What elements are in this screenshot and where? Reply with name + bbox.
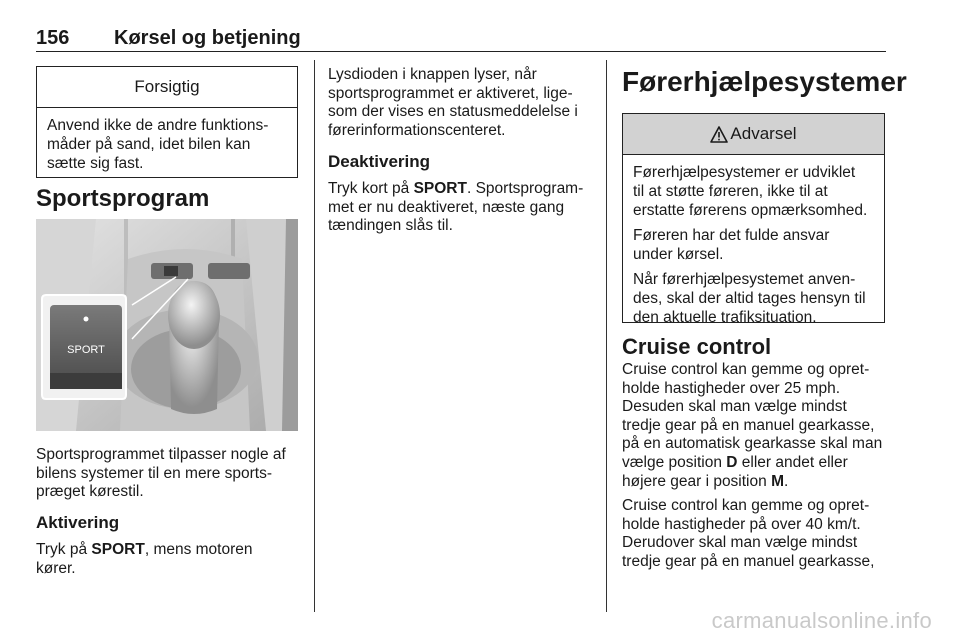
led-text: Lysdioden i knappen lyser, når sportsprogrammet er aktiveret, lige- som der vises en statusmeddelelse i førerinformationscenteret.: [328, 66, 578, 139]
assist-heading: Førerhjælpesystemer: [622, 66, 907, 97]
sport-heading: Sportsprogram: [36, 185, 210, 212]
cruise-p1-prefix: Cruise control kan gemme og opret- holde hastigheder over 25 mph. Desuden skal man vælge mindst tredje gear på en manuel gearkasse, på en automatisk gearkasse skal man vælge position: [622, 361, 883, 471]
page-number: 156: [36, 27, 70, 49]
caution-body: Anvend ikke de andre funktions- måder på sand, idet bilen kan sætte sig fast.: [47, 117, 269, 172]
caution-box: [36, 66, 298, 178]
column-divider-2: [606, 60, 607, 612]
activation-text: [36, 541, 306, 578]
chapter-title: Kørsel og betjening: [114, 27, 301, 49]
cruise-paragraph-1: [622, 361, 894, 491]
cruise-paragraph-2: Cruise control kan gemme og opret- holde hastigheder på over 40 km/t. Derudover skal man vælge mindst tredje gear på en manuel gearkasse,: [622, 497, 875, 570]
sport-button-figure: [36, 219, 298, 431]
deactivation-prefix: Tryk kort på: [328, 180, 414, 197]
deactivation-heading: Deaktivering: [328, 152, 431, 171]
warning-paragraph-3: Når førerhjælpesystemet anven- des, skal der altid tages hensyn til den aktuelle trafiksituation.: [633, 271, 866, 326]
page-header: [36, 24, 886, 52]
cruise-p1-end: .: [783, 472, 789, 490]
deactivation-text: [328, 180, 600, 236]
deactivation-suffix: . Sportsprogram- met er nu deaktiveret, næste gang tændingen slås til.: [328, 180, 584, 235]
caution-title: Forsigtig: [37, 67, 297, 108]
cruise-text: [622, 361, 894, 578]
position-d: D: [726, 453, 738, 471]
activation-heading: Aktivering: [36, 513, 120, 532]
warning-paragraph-1: Førerhjælpesystemer er udviklet til at støtte føreren, ikke til at erstatte førerens opmærksomhed.: [633, 164, 868, 219]
cruise-heading: Cruise control: [622, 334, 772, 359]
position-m: M: [771, 472, 784, 490]
warning-box: [622, 113, 885, 326]
gear-console-illustration: [36, 219, 298, 431]
warning-triangle-icon: [710, 126, 728, 143]
warning-paragraph-2: Føreren har det fulde ansvar under kørsel.: [633, 227, 830, 263]
column-divider-1: [314, 60, 315, 612]
warning-header: [623, 114, 884, 155]
watermark: carmanualsonline.info: [711, 608, 932, 633]
cruise-p1-mid: eller andet eller højere gear i position: [622, 453, 848, 490]
activation-suffix: , mens motoren kører.: [36, 541, 253, 577]
activation-keyword: SPORT: [91, 541, 145, 558]
warning-body: [623, 155, 884, 337]
deactivation-keyword: SPORT: [413, 180, 467, 197]
activation-prefix: Tryk på: [36, 541, 92, 558]
figure-sport-label: SPORT: [67, 344, 105, 356]
warning-title: Advarsel: [730, 124, 797, 143]
sport-description: Sportsprogrammet tilpasser nogle af bilens systemer til en mere sports- præget kørestil.: [36, 446, 286, 501]
